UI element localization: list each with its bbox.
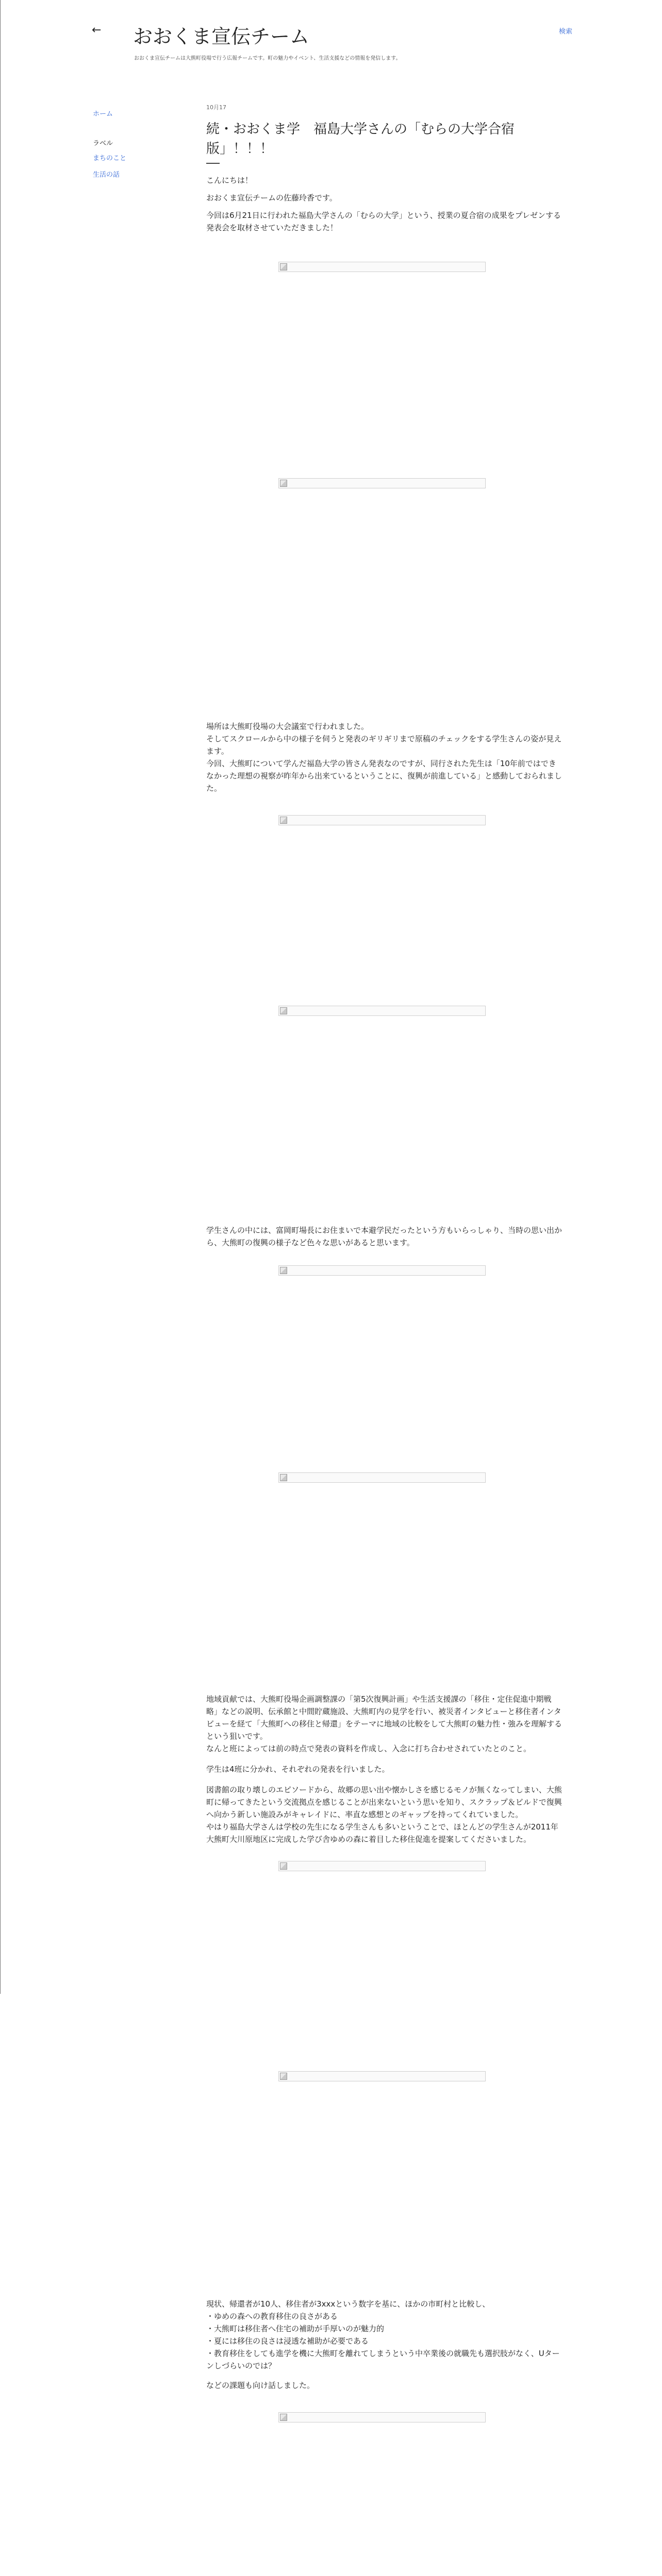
post-image[interactable]: [278, 478, 486, 488]
post-image[interactable]: [278, 1861, 486, 1871]
page-left-rule: [0, 0, 1, 1994]
sidebar-home-link[interactable]: ホーム: [93, 110, 113, 118]
post-paragraph: 今回は6月21日に行われた福島大学さんの「むらの大学」という、授業の夏合宿の成果をプレゼンする発表会を取材させていただきました！: [206, 211, 561, 232]
broken-image-icon: [280, 1862, 287, 1870]
post-image-slot: [206, 2412, 562, 2576]
broken-image-icon: [280, 263, 287, 270]
post-image-slot: [206, 2071, 562, 2298]
sidebar-label-link[interactable]: まちのこと: [93, 155, 127, 162]
post-paragraph: 場所は大熊町役場の大会議室で行われました。 そしてスクロールから中の様子を伺うと発表のギリギリまで原稿のチェックをする学生さんの姿が見えます。 今回、大熊町について学んだ福島大学の皆さん発表なのですが、同行された先生は「10年前ではできなかった理想の視察が昨年から出来ているということに、復興が前進している」と感動しておられました。: [206, 722, 562, 793]
blog-header: [0, 0, 662, 77]
post-image-slot: [206, 478, 562, 720]
search-link[interactable]: 検索: [559, 28, 573, 36]
post-paragraph: 学生さんの中には、富岡町場長にお住まいで本避学民だったという方もいらっしゃり、当時の思い出から、大熊町の復興の様子など色々な思いがあると思います。: [206, 1226, 562, 1247]
broken-image-icon: [280, 1267, 287, 1274]
post-paragraph: 学生は4班に分かれ、それぞれの発表を行いました。: [206, 1765, 390, 1774]
blog-title[interactable]: おおくま宣伝チーム: [133, 25, 310, 48]
sidebar: [93, 108, 155, 185]
post-image[interactable]: [278, 815, 486, 825]
sidebar-label-link[interactable]: 生活の話: [93, 171, 120, 179]
title-divider: [206, 163, 220, 164]
post-paragraph: 地域貢献では、大熊町役場企画調整課の「第5次復興計画」や生活支援課の「移住・定住促進中期戦略」などの説明、伝承館と中間貯蔵施設、大熊町内の見学を行い、被災者インタビューと移住者インタビューを経て「大熊町への移住と帰還」をテーマに地域の比較をして大熊町の魅力性・強みを理解するという狙いです。 なんと班によっては前の時点で発表の資料を作成し、入念に打ち合わせされていたとのこと。: [206, 1694, 562, 1753]
post-image[interactable]: [278, 1006, 486, 1016]
post-image-slot: [206, 1265, 562, 1472]
blog-post: [206, 103, 562, 2576]
post-image-slot: [206, 815, 562, 1006]
sidebar-labels-heading: ラベル: [93, 140, 113, 147]
post-title: 続・おおくま学 福島大学さんの「むらの大学合宿版」！！！: [206, 122, 515, 157]
post-image[interactable]: [278, 1265, 486, 1276]
post-paragraph: こんにちは！: [206, 176, 253, 185]
blog-description: おおくま宣伝チームは大熊町役場で行う広報チームです。町の魅力やイベント、生活支援などの情報を発信します。: [134, 56, 401, 61]
post-image-slot: [206, 1472, 562, 1693]
broken-image-icon: [280, 2073, 287, 2080]
post-paragraph: 図書館の取り壊しのエピソードから、故郷の思い出や懐かしさを感じるモノが無くなってしまい、大熊町に帰ってきたという交流拠点を感じることが出来ないという思いを知り、スクラップ＆ビルドで復興へ向かう新しい施設みがキャレイドに、率直な感想とのギャップを持ってくれていました。 やはり福島大学さんは学校の先生になる学生さんも多いということで、ほとんどの学生さんが2011年大熊町大川原地区に完成した学び舎ゆめの森に着目した移住促進を提案してくださいました。: [206, 1785, 562, 1844]
broken-image-icon: [280, 2414, 287, 2421]
broken-image-icon: [280, 817, 287, 824]
post-date: 10月17: [206, 104, 226, 111]
post-paragraph: 現状、帰還者が10人、移住者が3xxxという数字を基に、ほかの市町村と比較し、 ・ゆめの森への教育移住の良さがある ・大熊町は移住者へ住宅の補助が手厚いのが魅力的 ・夏には移住の良さは浸透な補助が必要である ・教育移住をしても進学を機に大熊町を離れてしまうという中卒業後の就職先も選択肢がなく、Uターンしづらいのでは？: [206, 2299, 560, 2370]
post-image[interactable]: [278, 2071, 486, 2081]
post-image-slot: [206, 1006, 562, 1224]
post-paragraph: おおくま宣伝チームの佐藤玲香です。: [206, 193, 337, 202]
post-image[interactable]: [278, 2412, 486, 2422]
back-arrow-icon[interactable]: ←: [92, 24, 102, 37]
broken-image-icon: [280, 480, 287, 487]
sidebar-label-list: [93, 152, 155, 179]
post-paragraph: などの課題も向け話しました。: [206, 2381, 315, 2390]
post-image[interactable]: [278, 262, 486, 272]
post-image-slot: [206, 262, 562, 478]
post-image-slot: [206, 1861, 562, 2071]
broken-image-icon: [280, 1007, 287, 1014]
broken-image-icon: [280, 1474, 287, 1481]
post-image[interactable]: [278, 1472, 486, 1483]
